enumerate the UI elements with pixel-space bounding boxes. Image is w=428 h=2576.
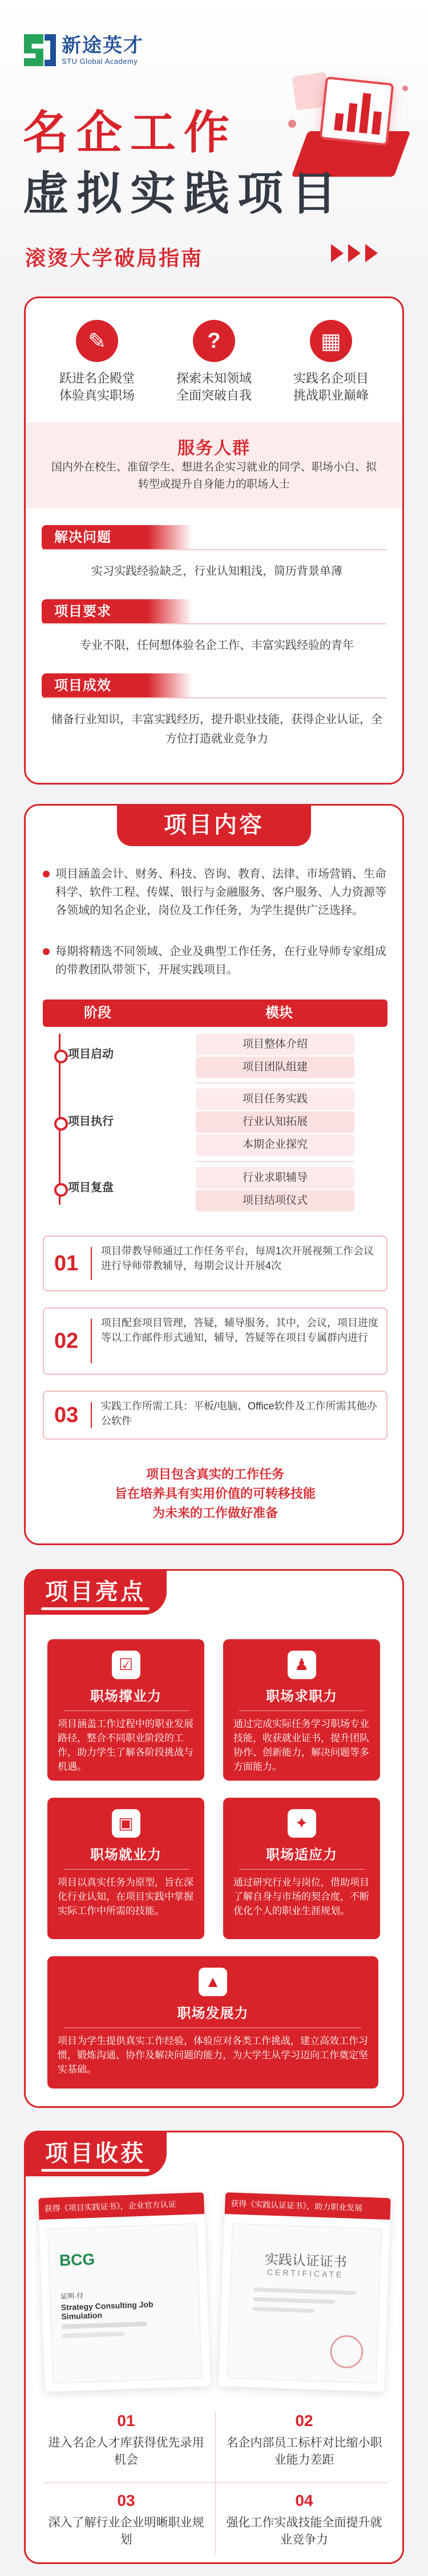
step-number: 03: [54, 1403, 79, 1427]
divider: [91, 1402, 92, 1428]
gain-text: 深入了解行业企业明晰职业规划: [48, 2516, 204, 2546]
certificate-title: 实践认证证书: [264, 2252, 348, 2270]
gain-item: [43, 2412, 209, 2469]
hero-subtitle: 滚烫大学破局指南: [25, 246, 204, 270]
content-bullet: 项目涵盖会计、财务、科技、咨询、教育、法律、市场营销、生命科学、软件工程、传媒、银行与金融服务、客户服务、人力资源等各领域的知名企业，岗位及工作任务，为学生提供广泛选择。: [43, 865, 387, 920]
divider: [42, 697, 386, 698]
divider: [42, 549, 386, 550]
requirement-text: 专业不限，任何想体验名企工作、丰富实践经验的青年: [80, 639, 354, 652]
hero-title-line1: 名企工作: [23, 107, 237, 158]
highlight-card: [223, 1798, 380, 1939]
bulb-icon: ✦: [288, 1809, 316, 1838]
stage-column-header: 阶段: [84, 1005, 111, 1021]
calendar-icon: ▦: [310, 320, 352, 362]
content-title: 项目内容: [117, 804, 311, 846]
step-text: 实践工作所需工具：平板/电脑、Office软件及工作所需其他办公软件: [101, 1400, 377, 1427]
brand-name-en: STU Global Academy: [62, 56, 138, 66]
growth-chart-icon: ▲: [199, 1968, 227, 1996]
feature-item: [277, 320, 385, 404]
highlight-card: [223, 1639, 380, 1781]
step-number: 01: [54, 1252, 79, 1275]
feature-line1: 探索未知领域: [176, 371, 252, 385]
divider: [42, 623, 386, 624]
feature-line2: 挑战职业巅峰: [293, 388, 369, 403]
gain-number: 01: [117, 2412, 135, 2429]
module-cell: 项目结项仪式: [196, 1190, 354, 1212]
divider: [196, 1161, 354, 1162]
highlight-card: [47, 1639, 204, 1781]
gain-item: [43, 2492, 209, 2549]
module-cell: 行业求职辅导: [196, 1167, 354, 1189]
step-box: [43, 1391, 387, 1440]
certificate-image: [38, 2192, 211, 2392]
feature-line2: 体验真实职场: [59, 388, 135, 403]
highlight-title: 职场求职力: [266, 1689, 337, 1704]
gains-title: 项目收获: [24, 2131, 167, 2176]
audience-text: 国内外在校生、准留学生、想进名企实习就业的同学、职场小白、拟转型或提升自身能力的职场人士: [51, 461, 377, 490]
module-cell: 项目团队组建: [196, 1057, 354, 1078]
feature-item: [160, 320, 268, 404]
stage-label: 项目执行: [53, 1115, 114, 1128]
certificate-holder: 证明·付: [60, 2291, 84, 2301]
module-cell: 项目整体介绍: [196, 1034, 354, 1055]
divider: [91, 1319, 92, 1363]
stage-table-header: [43, 999, 387, 1027]
step-text: 项目带教导师通过工作任务平台，每周1次开展视频工作会议进行导师带教辅导，每期会议计开展4次: [101, 1245, 374, 1271]
closing-line: 项目包含真实的工作任务: [146, 1467, 284, 1481]
content-card: [24, 804, 404, 1545]
highlight-text: 通过完成实际任务学习职场专业技能，收获就业证书，提升团队协作、创新能力，解决问题等多方面能力。: [233, 1718, 369, 1772]
highlight-title: 职场就业力: [90, 1847, 161, 1863]
feature-row: [43, 320, 385, 404]
outcome-tag: 项目成效: [42, 673, 192, 698]
certificate-title-en: CERTIFICATE: [267, 2267, 344, 2280]
gain-text: 强化工作实战技能全面提升就业竞争力: [226, 2516, 382, 2546]
hero: [0, 0, 428, 296]
certificate-image: [219, 2192, 391, 2392]
requirement-tag: 项目要求: [42, 599, 192, 624]
audience-title: 服务人群: [177, 439, 251, 458]
brand-name: 新途英才: [62, 34, 144, 56]
gain-number: 03: [117, 2492, 135, 2509]
module-cell: 行业认知拓展: [196, 1111, 354, 1133]
company-logo: BCG: [59, 2250, 95, 2269]
highlight-text: 项目涵盖工作过程中的职业发展路径，整合不同职业阶段的工作，助力学生了解各阶段挑战与机遇。: [58, 1718, 193, 1772]
gain-number: 02: [295, 2412, 313, 2429]
step-box: [43, 1236, 387, 1291]
brand-logo-mark: [24, 34, 56, 66]
divider: [91, 1247, 92, 1280]
highlight-title: 职场撑业力: [90, 1689, 161, 1704]
certificate-caption: 获得《实践认证证书》，助力职业发展: [225, 2192, 391, 2220]
gain-text: 名企内部员工标杆对比缩小职业能力差距: [226, 2436, 382, 2467]
step-text: 项目配套项目管理，答疑，辅导服务，其中，会议，项目进度等以工作邮件形式通知，辅导，答疑等在项目专属群内进行: [101, 1317, 378, 1343]
content-bullet: 每期将精选不同领域、企业及典型工作任务，在行业导师专家组成的带教团队带领下，开展实践项目。: [43, 942, 387, 979]
gain-item: [221, 2412, 387, 2469]
module-cell: 本期企业探究: [196, 1134, 354, 1156]
module-column-header: 模块: [265, 1005, 293, 1021]
pen-icon: ✎: [76, 320, 118, 362]
highlight-card: [47, 1956, 378, 2089]
briefcase-icon: ▣: [112, 1809, 140, 1838]
seal-icon: [329, 2335, 364, 2369]
feature-item: [43, 320, 151, 404]
outcome-text: 储备行业知识，丰富实践经历，提升职业技能，获得企业认证，全方位打造就业竞争力: [51, 713, 382, 745]
feature-line1: 实践名企项目: [293, 371, 369, 385]
closing-line: 旨在培养具有实用价值的可转移技能: [114, 1486, 316, 1501]
stage-label: 项目复盘: [53, 1181, 114, 1194]
brand-logo[interactable]: [24, 34, 144, 66]
problem-text: 实习实践经验缺乏，行业认知粗浅，简历背景单薄: [91, 565, 342, 578]
stage-label: 项目启动: [53, 1047, 114, 1061]
step-box: [43, 1307, 387, 1375]
certificate-caption: 获得《项目实践证书》，企业官方认证: [38, 2192, 204, 2220]
highlight-title: 职场适应力: [266, 1847, 337, 1863]
highlight-text: 项目以真实任务为原型，旨在深化行业认知，在项目实践中掌握实际工作中所需的技能。: [58, 1877, 193, 1916]
question-icon: ?: [193, 320, 235, 362]
module-cell: 项目任务实践: [196, 1088, 354, 1110]
gains-card: [24, 2131, 404, 2564]
highlight-card: [47, 1798, 204, 1939]
hero-title-line2: 虚拟实践项目: [23, 168, 345, 219]
feature-line2: 全面突破自我: [176, 388, 252, 403]
highlights-title: 项目亮点: [24, 1569, 167, 1615]
triple-arrow-icon: [331, 244, 378, 262]
highlights-card: [24, 1569, 404, 2108]
feature-line1: 跃进名企殿堂: [59, 371, 135, 385]
highlight-text: 项目为学生提供真实工作经验，体验应对各类工作挑战，建立高效工作习惯，锻炼沟通、协作及解决问题的能力，为大学生从学习迈向工作奠定坚实基础。: [58, 2035, 368, 2075]
highlight-text: 通过研究行业与岗位，借助项目了解自身与市场的契合度，不断优化个人的职业生涯规划。: [233, 1877, 369, 1916]
overview-card: [24, 296, 404, 785]
gain-item: [221, 2492, 387, 2549]
certificate-program: Strategy Consulting Job Simulation: [60, 2299, 154, 2321]
problem-tag: 解决问题: [42, 525, 192, 550]
gain-number: 04: [295, 2492, 313, 2509]
closing-line: 为未来的工作做好准备: [152, 1506, 278, 1520]
gain-text: 进入名企人才库获得优先录用机会: [48, 2436, 204, 2467]
checklist-icon: ☑: [112, 1651, 140, 1679]
person-icon: ♟: [288, 1651, 316, 1679]
step-number: 02: [54, 1329, 79, 1353]
content-closing: [43, 1465, 387, 1523]
highlight-title: 职场发展力: [177, 2006, 249, 2021]
